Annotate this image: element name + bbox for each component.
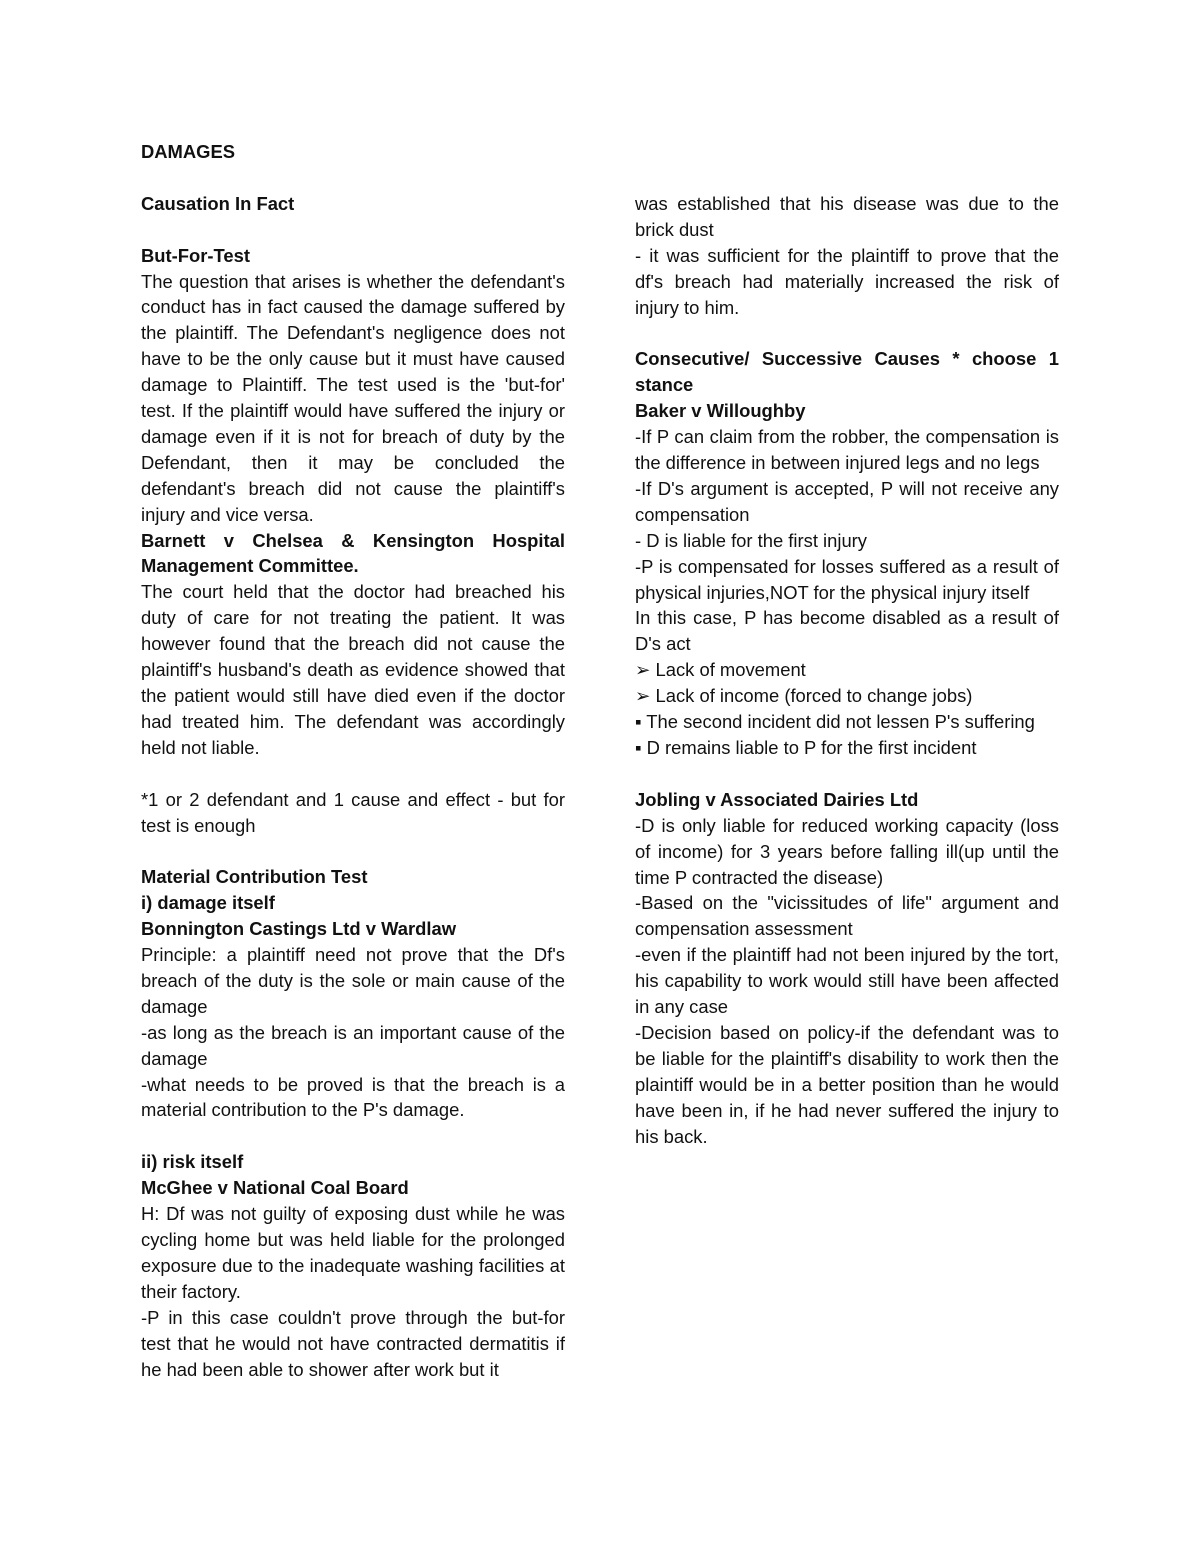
- spacer: [141, 1123, 565, 1149]
- paragraph-baker-3: - D is liable for the first injury: [635, 529, 867, 551]
- spacer: [141, 217, 565, 243]
- paragraph-bonnington-point-1: -as long as the breach is an important cause of the damage: [141, 1021, 565, 1069]
- paragraph-bonnington-principle: Principle: a plaintiff need not prove that the Df's breach of the duty is the sole or main cause of the damage: [141, 944, 565, 1017]
- case-name-barnett: Barnett v Chelsea & Kensington Hospital Management Committee.: [141, 529, 565, 577]
- case-name-jobling: Jobling v Associated Dairies Ltd: [635, 788, 919, 810]
- paragraph-mcghee-continued: was established that his disease was due to the brick dust: [635, 193, 1059, 240]
- subheading-risk-itself: ii) risk itself: [141, 1151, 244, 1173]
- paragraph-mcghee-risk: - it was sufficient for the plaintiff to prove that the df's breach had materially increased the risk of injury to him.: [635, 244, 1059, 318]
- spacer: [635, 761, 1059, 787]
- right-column: [635, 191, 1059, 1150]
- spacer: [141, 838, 565, 864]
- paragraph-but-for: The question that arises is whether the defendant's conduct has in fact caused the damage suffered by the plaintiff. The Defendant's negligence does not have to be the only cause but it must have caused damage to Plaintiff. The test used is the 'but-for' test. If the plaintiff would have suffered the injury or damage even if it is not for breach of duty by the Defendant, then it may be concluded the defendant's breach did not cause the plaintiff's injury and vice versa.: [141, 270, 565, 525]
- paragraph-barnett: The court held that the doctor had breached his duty of care for not treating the patient. It was however found that the breach did not cause the plaintiff's husband's death as evidence showed that the patient would still have died even if the doctor had treated him. The defendant was accordingly held not liable.: [141, 581, 565, 758]
- subheading-but-for-test: But-For-Test: [141, 244, 250, 266]
- paragraph-baker-2: -If D's argument is accepted, P will not receive any compensation: [635, 477, 1059, 525]
- paragraph-jobling-2: -Based on the "vicissitudes of life" argument and compensation assessment: [635, 892, 1059, 940]
- paragraph-bonnington-point-2: -what needs to be proved is that the breach is a material contribution to the P's damage.: [141, 1073, 565, 1121]
- paragraph-jobling-3: -even if the plaintiff had not been injured by the tort, his capability to work would still have been affected in any case: [635, 944, 1059, 1018]
- subheading-damage-itself: i) damage itself: [141, 892, 275, 914]
- case-name-bonnington: Bonnington Castings Ltd v Wardlaw: [141, 918, 457, 940]
- spacer: [141, 165, 565, 191]
- paragraph-jobling-1: -D is only liable for reduced working capacity (loss of income) for 3 years before falling ill(up until the time P contracted the disease): [635, 814, 1059, 888]
- bullet-lack-of-movement: ➢ Lack of movement: [635, 659, 806, 681]
- bullet-second-incident: ▪ The second incident did not lessen P's suffering: [635, 711, 1035, 733]
- paragraph-jobling-4: -Decision based on policy-if the defendant was to be liable for the plaintiff's disability to work then the plaintiff would be in a better position than he would have been in, if he had never suffered the injury to his back.: [635, 1021, 1059, 1147]
- paragraph-mcghee-holding: H: Df was not guilty of exposing dust while he was cycling home but was held liable for the prolonged exposure due to the inadequate washing facilities at their factory.: [141, 1203, 565, 1302]
- paragraph-baker-1: -If P can claim from the robber, the compensation is the difference in between injured legs and no legs: [635, 426, 1059, 474]
- subheading-material-contribution: Material Contribution Test: [141, 866, 368, 888]
- paragraph-baker-5: In this case, P has become disabled as a result of D's act: [635, 607, 1059, 655]
- left-column: [141, 139, 565, 1382]
- bullet-lack-of-income: ➢ Lack of income (forced to change jobs): [635, 685, 973, 707]
- case-name-baker: Baker v Willoughby: [635, 400, 806, 422]
- paragraph-baker-4: -P is compensated for losses suffered as a result of physical injuries,NOT for the physical injury itself: [635, 555, 1059, 603]
- spacer: [635, 321, 1059, 347]
- note-paragraph: *1 or 2 defendant and 1 cause and effect - but for test is enough: [141, 788, 565, 836]
- section-heading-consecutive-causes: Consecutive/ Successive Causes * choose 1 stance: [635, 348, 1059, 396]
- paragraph-mcghee-point: -P in this case couldn't prove through the but-for test that he would not have contracted dermatitis if he had been able to shower after work but it: [141, 1306, 565, 1380]
- case-name-mcghee: McGhee v National Coal Board: [141, 1177, 409, 1199]
- bullet-d-remains-liable: ▪ D remains liable to P for the first incident: [635, 737, 977, 759]
- spacer: [141, 761, 565, 787]
- document-title: DAMAGES: [141, 141, 236, 162]
- section-heading-causation: Causation In Fact: [141, 192, 295, 214]
